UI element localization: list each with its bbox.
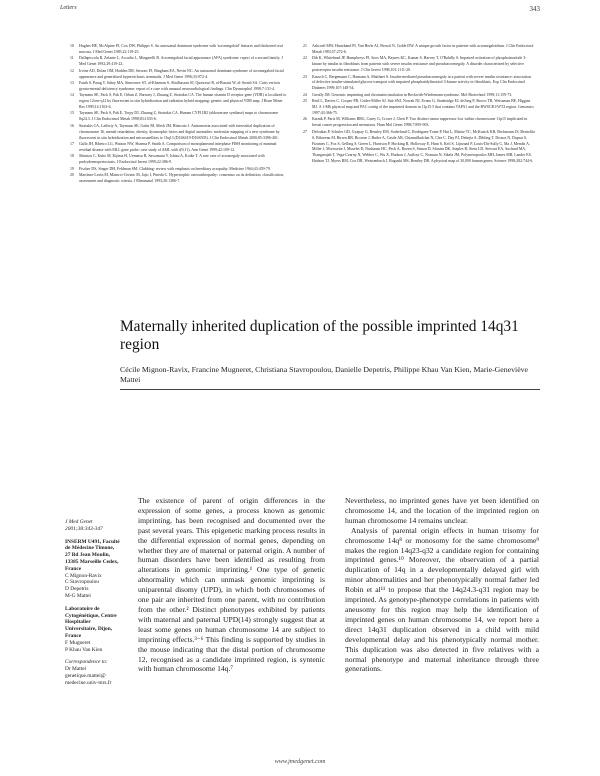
reference-item <box>70 142 288 154</box>
reference-item <box>70 81 288 93</box>
correspondence: Correspondence to: Dr Mattei genetique.mattei@ medecine.univ-mrs.fr <box>65 659 120 686</box>
footer-url[interactable]: www.jmedgenet.com <box>274 758 326 765</box>
reference-text: Gallo JH, Ribeiro LG, Watson NW, Sharma P, Smith A. Comparison of monoplaneand interphase FISH monitoring of minimal residual disease with MLL gene probe: case study of AML with t(9;11). Ann Genet 1999;42:109-12. <box>79 142 277 152</box>
reference-text: Dallapiccola B, Zelante L, Accadia L, Mingarelli R. Acromegaloid facial appearance (AFA) syndrome: report of a second family. J Med Genet 1992;29:419-22. <box>79 56 283 67</box>
body-paragraph: Nevertheless, no imprinted genes have yet been identified on chromosome 14, and the location of the imprinted region on human chromosome 14 remains unclear. <box>345 496 539 525</box>
affiliation-inserm: INSERM U491, Faculté de Médecine Timone, 27 Bd Jean Moulin, 13385 Marseille Cedex, France C Mignon-Ravix C Stavropoulou D Depetris M-G Mattei <box>65 538 120 599</box>
reference-item <box>303 75 535 93</box>
reference-number: 15 <box>70 111 74 116</box>
body-column-2 <box>345 496 539 674</box>
reference-number: 12 <box>70 68 74 73</box>
reference-item <box>303 44 535 56</box>
reference-text: Fischer DS, Singer DH, Feldman SM. Clubbing: review with emphasis on hereditary acropathy. Medicine 1964;43:459-79. <box>79 166 271 171</box>
reference-text: Taymans SE, Pack S, Pak E, Orban Z, Barsony J, Zhuang Z, Stratakis CA. The human vitamin D receptor gene (VDR) is localized to region 12cen-q12 by fluorescent in situ hybridization and radiation hybrid mapping: genetic and physical VDR map. J Bone Miner Res 1999;14:1163-6. <box>79 93 287 110</box>
reference-number: 14 <box>70 93 74 98</box>
reference-text: Dib K, Whitehead JP, Humphreys PJ, Soos MA, Baynes KC, Kumar S, Harvey T, O'Rahilly S. Impaired activation of phosphoinositide 3-kinase by insulin in fibroblasts from patients with severe insulin resistance and pseudoacromegaly. A disorder characterized by selective postreceptor insulin resistance. J Clin Invest 1998;101:1111-20. <box>312 56 527 73</box>
reference-item <box>303 117 535 129</box>
reference-text: Martinez-Lavin M, Matucci-Cerinic M, Jajic I, Pineda C. Hypertrophic osteoarthropathy: consensus on its definition, classification, assessment and diagnostic criteria. J Rheumatol 1993;20:1386-7. <box>79 173 284 183</box>
reference-number: 11 <box>70 56 74 61</box>
reference-text: Deloukas P, Schuler GD, Gyapay G, Beasley EM, Soderlund C, Rodriguez-Tome P, Hui L, Matise TC, McKusick KB, Beckmann JS, Bentolila S, Bihoreau M, Birren BB, Browne J, Butler A, Castle AB, Chiannilkulchai N, Clee C, Day PJ, Dehejia A, Dibling T, Drouot N, Duprat S, Fizames C, Fox S, Gelling S, Green L, Harrison P, Hocking R, Holloway E, Hunt S, Keil S, Lijnzaad P, Louis-Dit-Sully C, Ma J, Mendis A, Miller J, Morissette J, Muselet D, Nusbaum HC, Peck A, Rozen S, Simon D, Slonim DK, Staples R, Stein LD, Stewart EA, Suchard MA, Thangarajah T, Vega-Czarny N, Webber C, Wu X, Hudson J, Auffray C, Nomura N, Sikela JM, Polymeropoulos MH, James MR, Lander ES, Hudson TJ, Myers RM, Cox DR, Weissenbach J, Boguski MS, Bentley DR. A physical map of 30,000 human genes. Science 1998;282:744-6. <box>312 129 535 164</box>
reference-number: 10 <box>70 44 74 48</box>
reference-item <box>70 56 288 68</box>
reference-number: 23 <box>303 74 307 79</box>
reference-item <box>303 130 535 165</box>
reference-item <box>70 173 288 185</box>
reference-number: 18 <box>70 154 74 159</box>
body-paragraph: Analysis of parental origin effects in human trisomy for chromosome 14q⁸ or monosomy for the same chromosome⁹ makes the region 14q23-q32 a candidate region for containing imprinted genes.¹⁰ Moreover, the observation of a partial duplication of 14q in a developmentally delayed girl with minor abnormalities and her phenotypically normal father led Robin et al¹¹ to propose that the 14q24.3-q31 region may be imprinted. As genotype-phenotype correlations in patients with aneusomy for this region may help the identification of imprinted genes on human chromosome 14, we report here a direct 14q31 duplication observed in a child with mild developmental delay and his phenotypically normal mother. This duplication was also detected in five relatives with a normal phenotype and maternal inheritance through three generations. <box>345 525 539 674</box>
reference-list-left <box>70 44 288 185</box>
journal-section-label: Letters <box>60 5 77 11</box>
body-paragraph: The existence of parent of origin differences in the expression of some genes, a process known as genomic imprinting, has been recognised and documented over the past several years. This epigenetic marking process results in the differential expression of normal genes, depending on whether they are of maternal or paternal origin. A number of human disorders have been identified as resulting from alterations in genomic imprinting.¹ One type of genetic abnormality which can unmask genomic imprinting is uniparental disomy (UPD), in which both chromosomes of one pair are inherited from one parent, with no contribution from the other.² Distinct phenotypes exhibited by patients with maternal and paternal UPD(14) strongly suggest that at least some genes on human chromosome 14 are subject to imprinting effects.³⁻⁶ This finding is supported by studies in the mouse indicating that the distal portion of chromosome 12, recognised as a candidate imprinted region, is syntenic with human chromosome 14q.⁷ <box>138 496 325 674</box>
reference-number: 20 <box>70 173 74 178</box>
correspondence-email-cont[interactable]: medecine.univ-mrs.fr <box>65 679 112 686</box>
reference-text: Stratakis CA, Lafferty A, Taymans SE, Gafni RI, Meck JM, Blancato J. Anisomastia associated with interstitial duplication of chromosome 16, mental retardation, obesity, dysmorphic facies and digital anomalies: molecular mapping of a new syndrome by fluorescent in situ hybridization and microsatellites to 16q13 (D16S419-D16S503). J Clin Endocrinol Metab 2000;85:3396-401. <box>79 123 280 140</box>
reference-text: Reid L, Davies C, Cooper PR, Crider-Miller SJ, Sait SNJ, Nowak NJ, Evans G, Stanbridge EJ, deJong P, Shows TB, Weissman BE, Higgins MJ. A 1-Mb physical map and PAC contig of the imprinted domain in 11p15.5 that contains TAPA1 and the BWSCR1/WT2 region. Genomics 1997;43:366-75. <box>312 99 534 115</box>
correspondence-email[interactable]: genetique.mattei@ <box>65 672 106 679</box>
reference-item <box>303 99 535 117</box>
running-header <box>60 5 540 15</box>
reference-list-right <box>303 44 535 166</box>
sidebar-affiliations <box>65 519 120 693</box>
reference-item <box>303 93 535 99</box>
body-column-1 <box>138 496 325 674</box>
reference-number: 19 <box>70 166 74 171</box>
reference-number: 22 <box>303 56 307 61</box>
reference-item <box>70 93 288 111</box>
reference-number: 16 <box>70 123 74 128</box>
reference-number: 25 <box>303 99 307 104</box>
reference-item <box>70 167 288 173</box>
reference-item <box>70 124 288 142</box>
reference-number: 21 <box>303 44 307 48</box>
reference-text: Karnik P, Paris M, Williams BRG, Casey G, Crowe J, Chen P. Two distinct tumor suppressor loci within chromosome 11p15 implicated in breast cancer progression and metastasis. Hum Mol Genet 1998;7:895-903. <box>312 117 528 128</box>
reference-number: 27 <box>303 129 307 134</box>
reference-item <box>70 69 288 81</box>
reference-number: 17 <box>70 142 74 146</box>
article-title: Maternally inherited duplication of the possible imprinted 14q31 region <box>120 318 519 353</box>
reference-item <box>70 111 288 123</box>
reference-number: 13 <box>70 80 74 85</box>
reference-text: Hughes HE, McAlpine PJ, Cox DW, Philipps S. An autosomal dominant syndrome with 'acromegaloid' features and thickened oral mucosa. J Med Genet 1985;22:119-25. <box>79 44 283 54</box>
reference-item <box>70 44 288 56</box>
reference-item <box>303 56 535 74</box>
reference-number: 24 <box>303 92 307 97</box>
title-divider <box>120 389 540 390</box>
reference-text: Fanib S, Parag T, Sabry MA, Simeonov ST, al-Khaenan S, Abulhassan SJ, Quasrawi B, al-Busairi W, al-Awadi SA. Cutis verticis gyrata-mental deficiency syndrome: report of a case with unusual neuroradiological findings. Clin Dysmorphol 1998;7:131-4. <box>79 80 281 91</box>
reference-text: Kausch C, Bergemann C, Hamann A, Matthaei S. Insulin-mediated pseudoacromegaly in a patient with severe insulin resistance: association of defective insulin-stimulated glucose transport with impaired phosphatidylinositol 3-kinase activity in fibroblasts. Exp Clin Endocrinol Diabetes 1999;107:148-54. <box>312 74 531 91</box>
page-number: 343 <box>529 5 540 13</box>
article-authors: Cécile Mignon-Ravix, Francine Mugneret, Christiana Stavropoulou, Danielle Depetris, Philippe Khau Van Kien, Marie-Geneviève Mattei <box>120 365 529 384</box>
citation: J Med Genet 2001;38:343-347 <box>65 519 103 532</box>
reference-text: Ashcraft MW, Hartzband PI, Van Herle AJ, Bersch N, Golde DW. A unique growth factor in patients with acromegaloidism. J Clin Endocrinol Metab 1983;57:272-6. <box>312 44 534 54</box>
reference-text: Shimizu C, Kubo M, Kijima H, Uematsu R, Sawamura Y, Ishizu A, Koike T. A rare case of acromegaly associated with pachydermoperiostosis. J Endocrinol Invest 1999;22:386-9. <box>79 154 265 165</box>
reference-item <box>70 154 288 166</box>
affiliation-dijon: Laboratoire de Cytogénétique, Centre Hospitalier Universitaire, Dijon, France F Mugneret P Khau Van Kien <box>65 605 117 653</box>
reference-text: Taymans SE, Pack S, Pak E, Torpy DJ, Zhuang Z, Stratakis CA. Human CYP11B2 (aldosterone synthase) maps to chromosome 8q24.3. J Clin Endocrinol Metab 1998;83:1033-6. <box>79 111 279 122</box>
reference-text: Irvine AD, Dolan OM, Hadden DR, Stewart FJ, Bingham EA, Nevin NC. An autosomal dominant syndrome of acromegaloid facial appearance and generalised hypertrichosis terminalis. J Med Genet 1996;33:972-4. <box>79 68 284 79</box>
reference-text: Greally JM. Genomic imprinting and chromatin insulation in Beckwith-Wiedemann syndrome. Mol Biotechnol 1999;11:159-73. <box>312 92 513 97</box>
reference-number: 26 <box>303 117 307 122</box>
